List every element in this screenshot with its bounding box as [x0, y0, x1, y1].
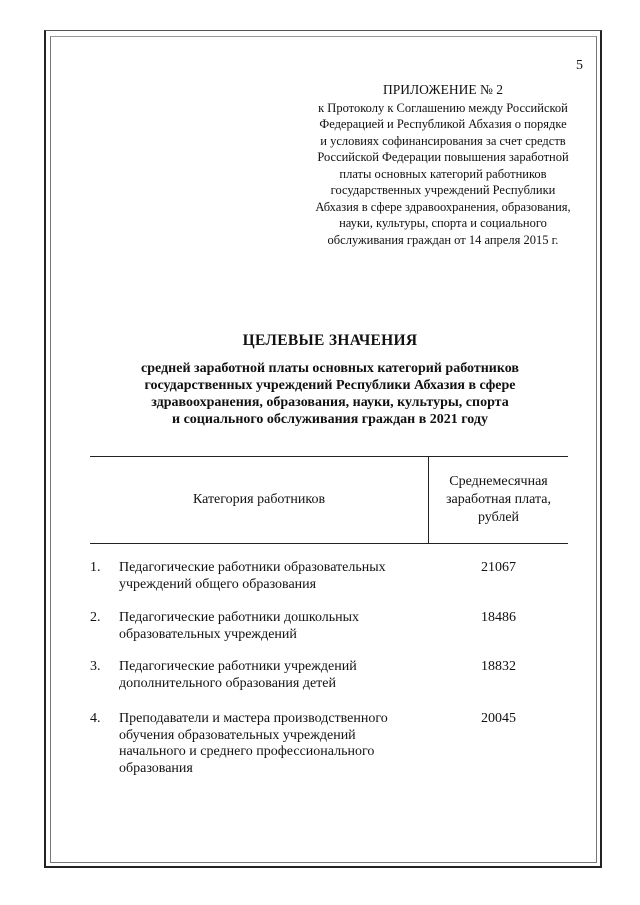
- appendix-line: Абхазия в сфере здравоохранения, образования,: [315, 199, 571, 214]
- salary-table: [90, 456, 568, 776]
- row-category-line: образования: [119, 760, 193, 776]
- header-salary: [429, 457, 568, 543]
- appendix-line: Российской Федерации повышения заработной: [317, 150, 569, 164]
- row-category: [119, 560, 424, 593]
- row-category-line: Преподаватели и мастера производственного: [119, 711, 388, 726]
- appendix-line: обслуживания граждан от 14 апреля 2015 г.: [327, 232, 559, 247]
- document-subtitle-line: государственных учреждений Республики Абхазия в сфере: [144, 378, 516, 393]
- document-heading: [90, 332, 570, 428]
- document-subtitle-line: средней заработной платы основных категорий работников: [141, 361, 519, 376]
- row-salary: 21067: [481, 560, 516, 575]
- row-category: [119, 711, 424, 777]
- appendix-title: ПРИЛОЖЕНИЕ № 2: [382, 82, 504, 97]
- row-number: 2.: [90, 610, 101, 625]
- row-category-line: дополнительного образования детей: [119, 675, 336, 691]
- document-subtitle-line: здравоохранения, образования, науки, культуры, спорта: [151, 395, 509, 410]
- row-salary: 18486: [481, 610, 516, 625]
- appendix-block: [300, 82, 586, 248]
- document-subtitle-line: и социального обслуживания граждан в 2021 году: [172, 412, 488, 427]
- row-category: [119, 610, 424, 643]
- row-category-line: начального и среднего профессионального: [119, 744, 375, 759]
- page-number: 5: [576, 58, 583, 73]
- appendix-line: Федерацией и Республикой Абхазия о порядке: [319, 117, 567, 131]
- row-category-line: образовательных учреждений: [119, 626, 297, 642]
- table-header: [90, 456, 568, 544]
- row-category: [119, 659, 424, 692]
- header-salary-line: Среднемесячная: [449, 474, 548, 489]
- header-salary-line: заработная плата,: [446, 492, 551, 507]
- document-title: ЦЕЛЕВЫЕ ЗНАЧЕНИЯ: [242, 332, 418, 349]
- appendix-line: и условиях софинансирования за счет средств: [320, 133, 566, 148]
- header-salary-line: рублей: [477, 510, 520, 525]
- row-number: 3.: [90, 659, 101, 674]
- row-category-line: Педагогические работники учреждений: [119, 659, 357, 674]
- row-number: 1.: [90, 560, 101, 575]
- appendix-line: платы основных категорий работников: [339, 166, 547, 181]
- row-category-line: Педагогические работники дошкольных: [119, 610, 360, 625]
- appendix-line: государственных учреждений Республики: [330, 183, 556, 197]
- header-category: Категория работников: [192, 492, 326, 507]
- row-salary: 20045: [481, 711, 516, 726]
- row-category-line: Педагогические работники образовательных: [119, 560, 386, 575]
- row-salary: 18832: [481, 659, 516, 674]
- row-category-line: обучения образовательных учреждений: [119, 727, 356, 743]
- appendix-line: науки, культуры, спорта и социального: [339, 216, 547, 230]
- row-category-line: учреждений общего образования: [119, 576, 317, 592]
- appendix-line: к Протоколу к Соглашению между Российской: [318, 100, 568, 115]
- row-number: 4.: [90, 711, 101, 726]
